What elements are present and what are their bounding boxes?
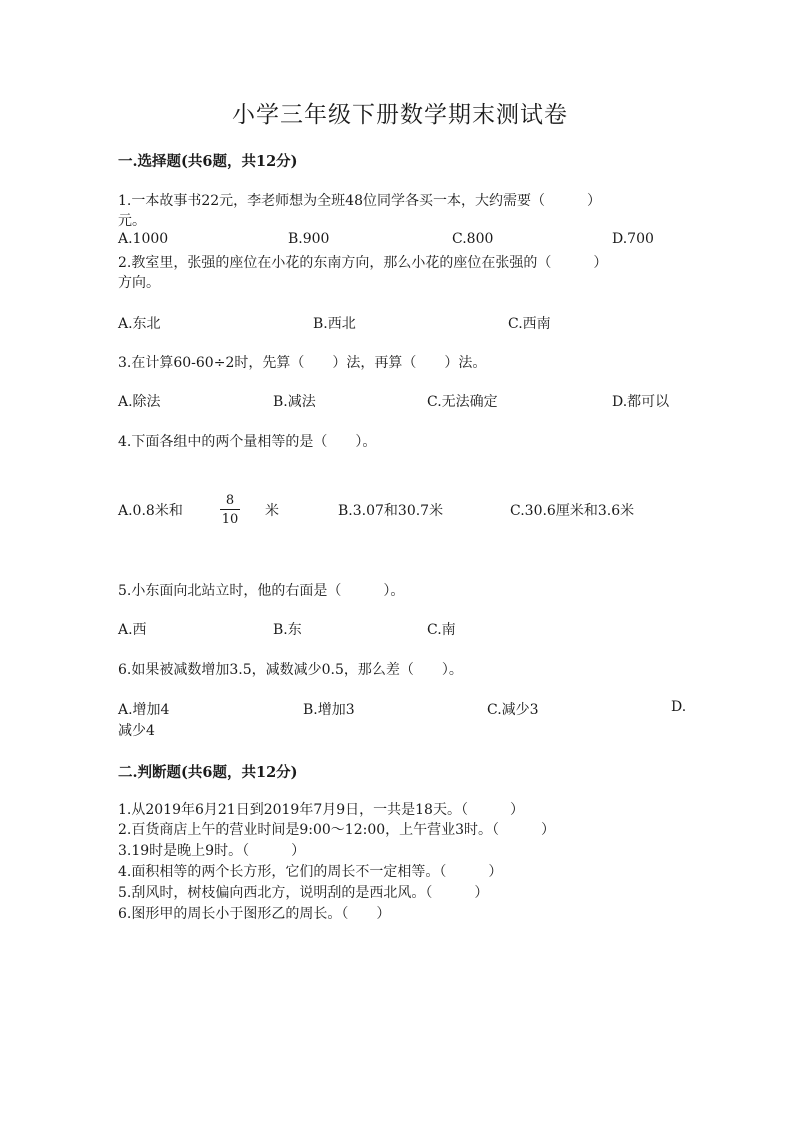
question-2-text-wrap: 方向。	[118, 275, 160, 291]
judgement-item-1: 1.从2019年6月21日到2019年7月9日，一共是18天。（ ）	[118, 802, 524, 818]
q2-option-b: B.西北	[313, 316, 356, 332]
question-2-text: 2.教室里，张强的座位在小花的东南方向，那么小花的座位在张强的（ ）	[118, 255, 608, 271]
q6-option-d-wrap: 减少4	[118, 723, 155, 739]
judgement-item-5: 5.刮风时，树枝偏向西北方，说明刮的是西北风。（ ）	[118, 885, 489, 901]
q6-option-d: D.	[671, 699, 687, 715]
fraction-denominator: 10	[221, 512, 239, 527]
question-5-text: 5.小东面向北站立时，他的右面是（ ）。	[118, 583, 405, 599]
q3-option-d: D.都可以	[612, 394, 670, 410]
q6-option-b: B.增加3	[303, 702, 355, 718]
q3-option-b: B.减法	[273, 394, 316, 410]
fraction-eight-tenths	[220, 493, 240, 527]
q4-option-b: B.3.07和30.7米	[338, 503, 444, 519]
q6-option-a: A.增加4	[118, 702, 170, 718]
section-heading-judgement: 二.判断题(共6题，共12分)	[118, 764, 298, 781]
q4-option-a-suffix: 米	[265, 503, 279, 519]
fraction-numerator: 8	[225, 493, 235, 508]
q5-option-a: A.西	[118, 622, 147, 638]
judgement-item-2: 2.百货商店上午的营业时间是9:00～12:00，上午营业3时。（ ）	[118, 822, 556, 838]
section-heading-choice: 一.选择题(共6题，共12分)	[118, 153, 298, 170]
q1-option-c: C.800	[452, 231, 494, 247]
judgement-item-4: 4.面积相等的两个长方形，它们的周长不一定相等。（ ）	[118, 864, 503, 880]
q6-option-c: C.减少3	[487, 702, 539, 718]
question-4-text: 4.下面各组中的两个量相等的是（ ）。	[118, 434, 377, 450]
judgement-item-6: 6.图形甲的周长小于图形乙的周长。（ ）	[118, 906, 391, 922]
question-6-text: 6.如果被减数增加3.5，减数减少0.5，那么差（ ）。	[118, 662, 463, 678]
question-3-text: 3.在计算60-60÷2时，先算（ ）法，再算（ ）法。	[118, 355, 487, 371]
question-1-text-wrap: 元。	[118, 213, 146, 229]
page-title: 小学三年级下册数学期末测试卷	[232, 102, 568, 128]
q1-option-b: B.900	[288, 231, 330, 247]
q4-option-c: C.30.6厘米和3.6米	[510, 503, 635, 519]
q3-option-c: C.无法确定	[427, 394, 498, 410]
q5-option-b: B.东	[273, 622, 302, 638]
q1-option-a: A.1000	[118, 231, 169, 247]
question-1-text: 1.一本故事书22元，李老师想为全班48位同学各买一本，大约需要（ ）	[118, 193, 601, 209]
q2-option-a: A.东北	[118, 316, 161, 332]
q4-option-a-prefix: A.0.8米和	[118, 503, 183, 519]
q5-option-c: C.南	[427, 622, 456, 638]
q3-option-a: A.除法	[118, 394, 161, 410]
judgement-item-3: 3.19时是晚上9时。（ ）	[118, 843, 306, 859]
q1-option-d: D.700	[612, 231, 654, 247]
fraction-bar	[220, 509, 240, 510]
q2-option-c: C.西南	[508, 316, 551, 332]
